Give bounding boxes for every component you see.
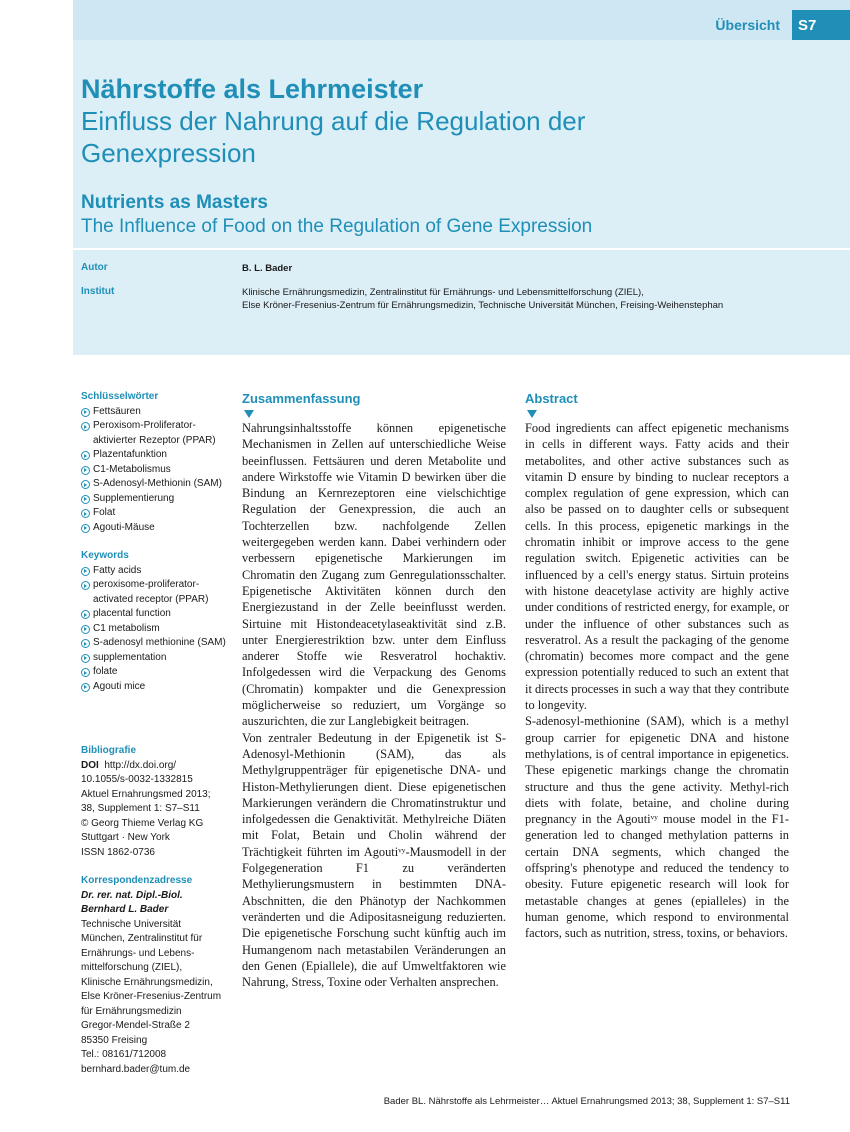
keyword-item bbox=[81, 477, 231, 492]
keyword-text: Agouti mice bbox=[93, 680, 146, 692]
korrespondenz-heading: Korrespondenzadresse bbox=[81, 875, 193, 886]
page-number: S7 bbox=[792, 10, 850, 40]
keyword-item bbox=[81, 636, 231, 651]
keyword-item bbox=[81, 564, 231, 579]
keyword-text: folate bbox=[93, 666, 118, 677]
keyword-text: Supplementierung bbox=[93, 492, 175, 504]
keyword-text: S-Adenosyl-Methionin (SAM) bbox=[93, 478, 222, 489]
correspondence-address bbox=[81, 918, 231, 1078]
abstract-paragraph-1: Food ingredients can affect epigenetic mechanisms in cells in different ways. Fatty acids and their metabolites, and other active substances such as vitamin D ensure by binding to nuclear receptors a complex regulation of gene expression, which can also be passed on to daughter cells or subsequent cells. In this process, epigenetic markings in the chromatin inhibit or improve access to the gene regulation switch. Epigenetic activities can be influenced by a cell's energy status. Sirtuin proteins with histone deacetylase activity are highly active under conditions of restricted energy, for example, or under the influence of other substances such as resveratrol. As a result the packaging of the genome (chromatin) becomes more compact and the gene expression potentially reduced to such an extent that it directs processes in such a way that they contribute to longevity. bbox=[525, 421, 789, 713]
keyword-text: Agouti-Mäuse bbox=[93, 521, 155, 533]
section-label: Übersicht bbox=[715, 17, 780, 33]
triangle-marker-icon bbox=[527, 410, 537, 418]
zusammenfassung-heading: Zusammenfassung bbox=[242, 391, 361, 406]
bullet-arrow-icon bbox=[81, 524, 90, 533]
keyword-item bbox=[81, 521, 231, 536]
keyword-item bbox=[81, 665, 231, 680]
keyword-item bbox=[81, 651, 231, 666]
abstract-paragraph-2: S-adenosyl-methionine (SAM), which is a methyl group carrier for epigenetic DNA and histone methylations, is of central importance in epigenetics. These epigenetic markings change the chromatin structure and thus the gene activity. Methyl-rich diets with folate, betaine, and choline during pregnancy in the Agoutiᵛʸ mouse model in the F1-generation led to changed methylation patterns in certain DNA segments, which changed the offspring's phenotype and reduced the tendency to obesity. Future epigenetic research will look for metastable changes at genes (epialleles) in the human genome, which respond to environmental factors, such as nutrition, stress, toxins, or behaviors. bbox=[525, 714, 789, 941]
bullet-arrow-icon bbox=[81, 625, 90, 634]
english-title: Nutrients as Masters bbox=[81, 192, 268, 213]
title-english bbox=[81, 191, 592, 239]
keyword-text: Fatty acids bbox=[93, 564, 142, 576]
keyword-item bbox=[81, 622, 231, 637]
keywords-list bbox=[81, 564, 231, 695]
institute-label: Institut bbox=[81, 286, 115, 297]
correspondent-title: Dr. rer. nat. Dipl.-Biol. bbox=[81, 889, 183, 901]
bullet-arrow-icon bbox=[81, 451, 90, 460]
author-label: Autor bbox=[81, 262, 108, 273]
address-line: Technische Universität bbox=[81, 918, 182, 930]
keyword-item bbox=[81, 463, 231, 478]
english-subtitle: The Influence of Food on the Regulation of Gene Expression bbox=[81, 216, 593, 237]
keyword-item bbox=[81, 607, 231, 622]
keyword-text: Plazentafunktion bbox=[93, 449, 167, 460]
header-bar bbox=[73, 0, 850, 40]
bullet-arrow-icon bbox=[81, 683, 90, 692]
keyword-text: C1 metabolism bbox=[93, 622, 160, 634]
page-subtitle: Einfluss der Nahrung auf die Regulation der Genexpression bbox=[81, 106, 586, 168]
keyword-item bbox=[81, 492, 231, 507]
keyword-item bbox=[81, 578, 231, 607]
page-title: Nährstoffe als Lehrmeister bbox=[81, 74, 424, 104]
zusammenfassung-paragraph-1: Nahrungsinhaltsstoffe können epigenetische Mechanismen in Zellen auf unterschiedliche Weise beeinflussen. Fettsäuren und deren Metabolite und andere Wirkstoffe wie Vitamin D bewirken über die Bindung an Kernrezeptoren eine vielschichtige Regulation der Genexpression, die auch an Tochterzellen bzw. nachfolgende Zellen weitergegeben werden kann. Dabei verhindern oder verbessern epigenetische Markierungen im Chromatin den Zugang zum Genregulationsschalter. Epigenetische Aktivitäten können durch den Energiezustand in der Zelle beeinflusst werden. Sirtuine mit Histondeacetylaseaktivität sind z.B. unter Energierestriktion bzw. unter dem Einfluss anderer Stoffe wie Resveratrol hochaktiv. Infolgedessen wird die Verpackung des Genoms (Chromatin) kompakter und die Genexpression möglicherweise so reduziert, um Vorgänge so auszurichten, die zur Langlebigkeit beitragen. bbox=[242, 421, 506, 729]
zusammenfassung-paragraph-2: Von zentraler Bedeutung in der Epigenetik ist S-Adenosyl-Methionin (SAM), das als Methylgruppenträger für epigenetische DNA- und Histon-Methylierungen dient. Diese epigenetischen Markierungen verändern die Chromatinstruktur und infolgedessen die Genaktivität. Methylreiche Diäten mit Folat, Betain und Cholin während der Trächtigkeit führten im Agoutiᵛʸ-Mausmodell in der Folgegeneration F1 zu veränderten Methylierungsmustern in bestimmten DNA-Abschnitten, die den Phänotyp der Nachkommen veränderten und die Adipositasneigung reduzierten. Die epigenetische Forschung sucht künftig auch im Humangenom nach metastabilen Veränderungen an den Genen (Epiallele), die auf Umweltfaktoren wie Nahrung, Stress, Toxine oder Verhalten ansprechen. bbox=[242, 730, 506, 990]
title-german bbox=[81, 73, 681, 169]
bullet-arrow-icon bbox=[81, 422, 90, 431]
abstract-heading: Abstract bbox=[525, 391, 578, 406]
bullet-arrow-icon bbox=[81, 408, 90, 417]
biblio-line: Aktuel Ernahrungsmed 2013; bbox=[81, 788, 211, 800]
bullet-arrow-icon bbox=[81, 654, 90, 663]
address-line: Tel.: 08161/712008 bbox=[81, 1049, 167, 1060]
schluesselwoerter-list bbox=[81, 405, 231, 536]
keywords-heading: Keywords bbox=[81, 550, 129, 561]
address-line: für Ernährungsmedizin bbox=[81, 1005, 182, 1017]
keyword-item bbox=[81, 680, 231, 695]
bibliografie-heading: Bibliografie bbox=[81, 745, 137, 756]
address-line: Klinische Ernährungsmedizin, bbox=[81, 976, 213, 988]
address-line: Gregor-Mendel-Straße 2 bbox=[81, 1020, 190, 1031]
bullet-arrow-icon bbox=[81, 610, 90, 619]
bullet-arrow-icon bbox=[81, 495, 90, 504]
institute-line-2: Else Kröner-Fresenius-Zentrum für Ernährungsmedizin, Technische Universität München, Freising-Weihenstephan bbox=[242, 300, 724, 311]
address-line: Ernährungs- und Lebens- bbox=[81, 947, 195, 959]
keyword-text: S-adenosyl methionine (SAM) bbox=[93, 637, 226, 648]
abstract-column bbox=[525, 390, 789, 942]
keyword-item bbox=[81, 419, 231, 448]
bullet-arrow-icon bbox=[81, 639, 90, 648]
keyword-item bbox=[81, 448, 231, 463]
doi-url[interactable]: http://dx.doi.org/ bbox=[104, 759, 177, 771]
bullet-arrow-icon bbox=[81, 581, 90, 590]
keyword-text: placental function bbox=[93, 608, 171, 619]
biblio-line: 38, Supplement 1: S7–S11 bbox=[81, 803, 200, 814]
biblio-line: © Georg Thieme Verlag KG bbox=[81, 817, 204, 829]
footer-citation: Bader BL. Nährstoffe als Lehrmeister… Aktuel Ernahrungsmed 2013; 38, Supplement 1: S7–S11 bbox=[383, 1096, 790, 1107]
keyword-item bbox=[81, 506, 231, 521]
keyword-text: C1-Metabolismus bbox=[93, 463, 171, 475]
keyword-text: peroxisome-proliferator-activated receptor (PPAR) bbox=[93, 579, 209, 605]
keyword-text: Peroxisom-Proliferator-aktivierter Rezeptor (PPAR) bbox=[93, 420, 216, 446]
bullet-arrow-icon bbox=[81, 509, 90, 518]
keyword-text: supplementation bbox=[93, 651, 167, 663]
bullet-arrow-icon bbox=[81, 567, 90, 576]
keyword-text: Folat bbox=[93, 507, 116, 518]
bullet-arrow-icon bbox=[81, 668, 90, 677]
address-line: 85350 Freising bbox=[81, 1034, 148, 1046]
schluesselwoerter-heading: Schlüsselwörter bbox=[81, 391, 159, 402]
biblio-line: 10.1055/s-0032-1332815 bbox=[81, 774, 193, 785]
keyword-text: Fettsäuren bbox=[93, 405, 141, 417]
bullet-arrow-icon bbox=[81, 480, 90, 489]
correspondent-name: Bernhard L. Bader bbox=[81, 904, 169, 915]
address-line: München, Zentralinstitut für bbox=[81, 933, 203, 944]
title-panel bbox=[73, 40, 850, 355]
doi-label: DOI bbox=[81, 759, 99, 771]
author-name: B. L. Bader bbox=[242, 263, 293, 274]
keyword-item bbox=[81, 405, 231, 420]
sidebar bbox=[81, 390, 231, 1091]
address-line: mittelforschung (ZIEL), bbox=[81, 962, 183, 973]
divider bbox=[73, 248, 850, 250]
doi-line bbox=[81, 759, 231, 774]
biblio-line: ISSN 1862-0736 bbox=[81, 846, 155, 858]
email-link[interactable]: bernhard.bader@tum.de bbox=[81, 1063, 191, 1075]
institute-line-1: Klinische Ernährungsmedizin, Zentralinstitut für Ernährungs- und Lebensmittelforschung (ZIEL), bbox=[242, 287, 644, 298]
address-line: Else Kröner-Fresenius-Zentrum bbox=[81, 991, 222, 1002]
triangle-marker-icon bbox=[244, 410, 254, 418]
biblio-line: Stuttgart · New York bbox=[81, 832, 170, 843]
bullet-arrow-icon bbox=[81, 466, 90, 475]
zusammenfassung-column bbox=[242, 390, 506, 990]
